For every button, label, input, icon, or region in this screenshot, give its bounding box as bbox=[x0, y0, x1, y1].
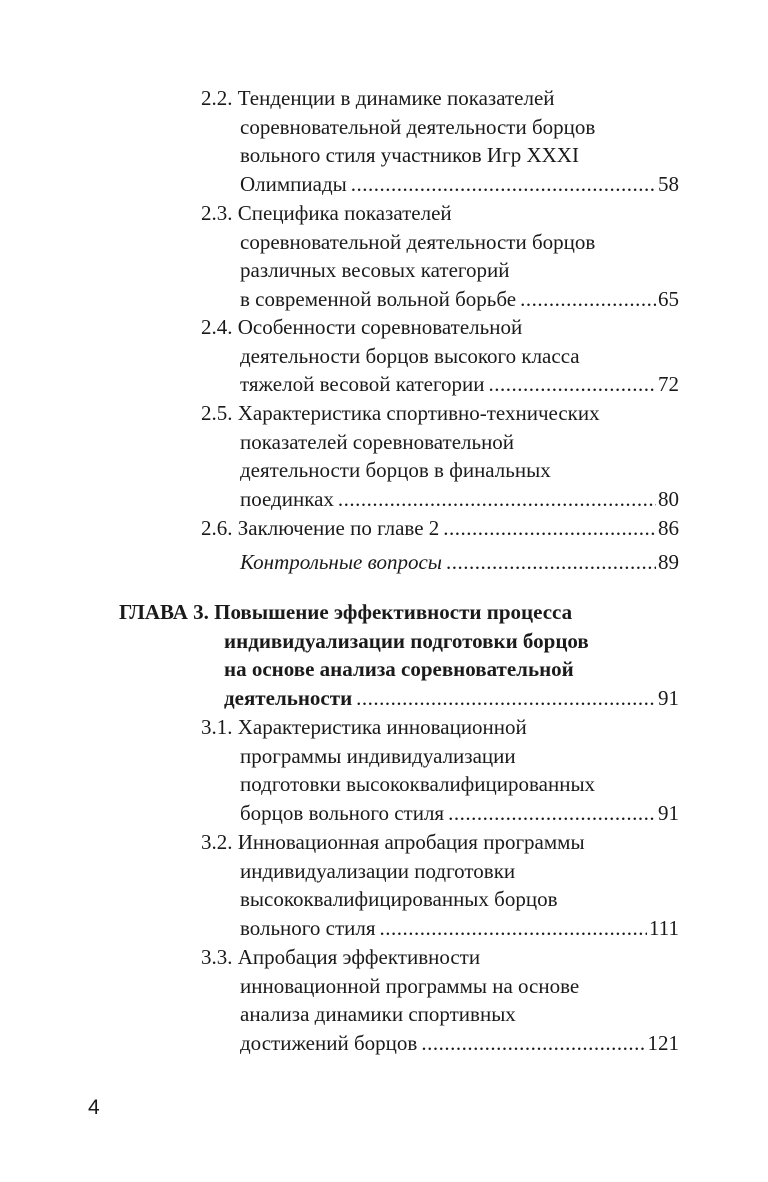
dot-leader bbox=[446, 548, 656, 577]
toc-entry-line: соревновательной деятельности борцов bbox=[240, 114, 596, 139]
dot-leader bbox=[356, 684, 656, 713]
toc-entry-line: анализа динамики спортивных bbox=[240, 1002, 516, 1027]
dot-leader bbox=[338, 485, 656, 514]
toc-entry-line: индивидуализации подготовки bbox=[240, 858, 516, 883]
toc-entry-2-2[interactable] bbox=[201, 84, 679, 198]
toc-entry-line: Контрольные вопросы bbox=[240, 550, 443, 574]
toc-entry-line: подготовки высококвалифицированных bbox=[240, 772, 596, 797]
toc-page-number: 80 bbox=[658, 486, 679, 511]
toc-chapter-line: индивидуализации подготовки борцов bbox=[224, 628, 589, 653]
toc-page-number: 65 bbox=[658, 286, 679, 311]
toc-entry-2-3[interactable] bbox=[201, 199, 679, 313]
dot-leader bbox=[421, 1029, 645, 1058]
toc-entry-line: различных весовых категорий bbox=[240, 258, 510, 283]
toc-entry-last-line bbox=[201, 485, 679, 514]
toc-entry-line: борцов вольного стиля bbox=[240, 800, 445, 825]
toc-entry-last-line bbox=[201, 170, 679, 199]
toc-entry-2-6[interactable] bbox=[201, 514, 679, 543]
toc-entry-line: показателей соревновательной bbox=[240, 429, 515, 454]
toc-entry-line: соревновательной деятельности борцов bbox=[240, 229, 596, 254]
toc-entry-3-3[interactable] bbox=[201, 943, 679, 1057]
toc-entry-3-1[interactable] bbox=[201, 713, 679, 827]
toc-entry-last-line bbox=[201, 514, 679, 543]
toc-entry-line: инновационной программы на основе bbox=[240, 973, 580, 998]
toc-entry-last-line bbox=[201, 370, 679, 399]
toc-entry-last-line bbox=[201, 914, 679, 943]
toc-chapter-line: деятельности bbox=[224, 685, 353, 710]
dot-leader bbox=[520, 285, 656, 314]
dot-leader bbox=[489, 370, 656, 399]
toc-entry-line: деятельности борцов высокого класса bbox=[240, 343, 580, 368]
page-number: 4 bbox=[88, 1096, 100, 1119]
dot-leader bbox=[351, 170, 656, 199]
toc-entry-line: Олимпиады bbox=[240, 171, 347, 196]
toc-entry-line: 2.3. Специфика показателей bbox=[201, 201, 452, 225]
toc-entry-line: в современной вольной борьбе bbox=[240, 286, 517, 311]
toc-entry-line: 2.6. Заключение по главе 2 bbox=[201, 516, 440, 540]
toc-entry-last-line bbox=[201, 548, 679, 577]
toc-entry-2-5[interactable] bbox=[201, 399, 679, 513]
toc-entry-last-line bbox=[201, 799, 679, 828]
toc-entry-line: 2.4. Особенности соревновательной bbox=[201, 315, 523, 339]
dot-leader bbox=[448, 799, 656, 828]
toc-entry-last-line bbox=[201, 1029, 679, 1058]
toc-chapter-line: на основе анализа соревновательной bbox=[224, 657, 574, 682]
toc-entry-line: тяжелой весовой категории bbox=[240, 372, 485, 397]
toc-chapter-3[interactable] bbox=[119, 598, 679, 712]
toc-page-number: 86 bbox=[658, 516, 679, 540]
dot-leader bbox=[443, 514, 656, 543]
toc-entry-line: достижений борцов bbox=[240, 1030, 418, 1055]
toc-page-number: 89 bbox=[658, 550, 679, 574]
toc-entry-control-questions[interactable] bbox=[201, 548, 679, 577]
toc-entry-line: вольного стиля участников Игр XXXI bbox=[240, 143, 579, 168]
toc-page-number: 111 bbox=[649, 915, 679, 940]
toc-entry-2-4[interactable] bbox=[201, 313, 679, 399]
toc-page-number: 91 bbox=[658, 685, 679, 710]
toc-page-number: 91 bbox=[658, 800, 679, 825]
toc-entry-line: 2.2. Тенденции в динамике показателей bbox=[201, 86, 555, 110]
toc-page-number: 121 bbox=[647, 1030, 679, 1055]
toc-entry-line: высококвалифицированных борцов bbox=[240, 887, 558, 912]
toc-entry-line: 3.3. Апробация эффективности bbox=[201, 945, 481, 969]
toc-entry-line: вольного стиля bbox=[240, 915, 376, 940]
toc-entry-line: деятельности борцов в финальных bbox=[240, 458, 551, 483]
toc-entry-line: 2.5. Характеристика спортивно-технических bbox=[201, 401, 600, 425]
toc-chapter-line: ГЛАВА 3. Повышение эффективности процесса bbox=[119, 600, 573, 624]
toc-page-number: 58 bbox=[658, 171, 679, 196]
toc-entry-line: 3.1. Характеристика инновационной bbox=[201, 715, 527, 739]
toc-entry-line: 3.2. Инновационная апробация программы bbox=[201, 830, 585, 854]
toc-entry-3-2[interactable] bbox=[201, 828, 679, 942]
dot-leader bbox=[380, 914, 648, 943]
toc-entry-line: программы индивидуализации bbox=[240, 743, 516, 768]
toc-page-number: 72 bbox=[658, 372, 679, 397]
toc-entry-line: поединках bbox=[240, 486, 334, 511]
toc-entry-last-line bbox=[119, 684, 679, 713]
toc-entry-last-line bbox=[201, 285, 679, 314]
